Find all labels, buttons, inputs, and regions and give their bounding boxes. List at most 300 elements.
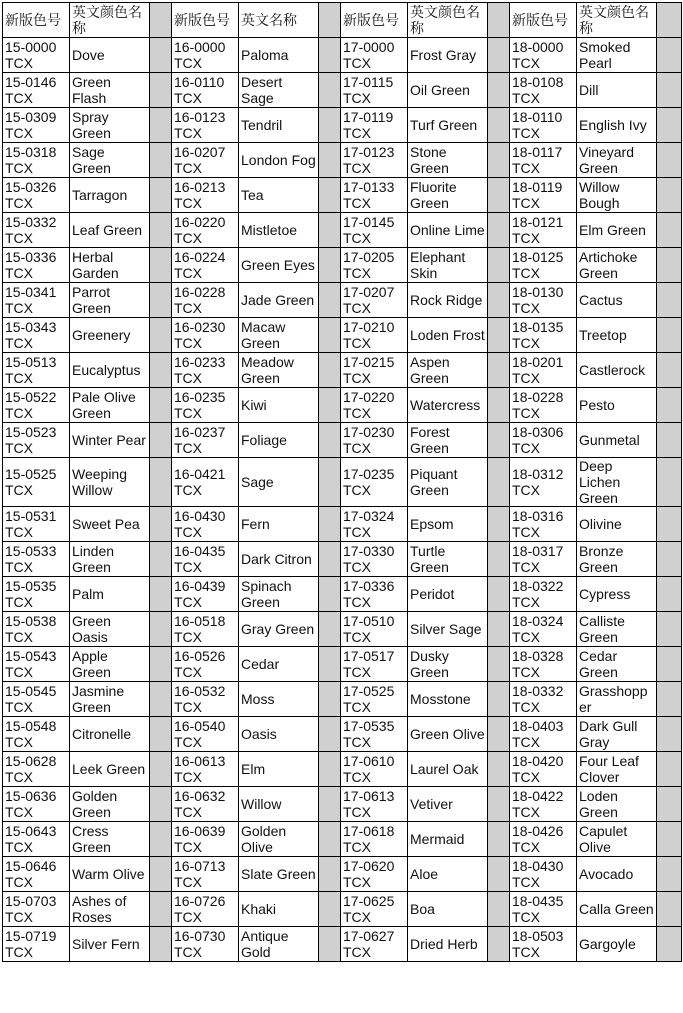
color-name-cell: Golden Olive [239, 822, 319, 857]
color-name-cell: Loden Green [577, 787, 657, 822]
color-code-cell: 17-0330 TCX [341, 542, 408, 577]
color-code-cell: 17-0627 TCX [341, 927, 408, 962]
color-code-cell: 18-0426 TCX [510, 822, 577, 857]
color-code-cell: 17-0123 TCX [341, 143, 408, 178]
color-name-cell: Green Eyes [239, 248, 319, 283]
color-name-cell: Leaf Green [70, 213, 150, 248]
color-code-cell: 16-0430 TCX [172, 507, 239, 542]
color-code-cell: 17-0620 TCX [341, 857, 408, 892]
table-row [3, 213, 682, 248]
column-gap [488, 213, 510, 248]
column-gap [150, 38, 172, 73]
column-gap [657, 752, 682, 787]
color-name-cell: Gunmetal [577, 423, 657, 458]
color-name-cell: Green Oasis [70, 612, 150, 647]
color-name-cell: Foliage [239, 423, 319, 458]
color-name-cell: Gargoyle [577, 927, 657, 962]
color-name-cell: Oil Green [408, 73, 488, 108]
color-name-cell: Pale Olive Green [70, 388, 150, 423]
color-name-cell: Calliste Green [577, 612, 657, 647]
color-name-cell: Fern [239, 507, 319, 542]
column-gap [150, 822, 172, 857]
column-gap [488, 892, 510, 927]
color-name-cell: Cress Green [70, 822, 150, 857]
color-name-cell: Willow [239, 787, 319, 822]
color-code-cell: 15-0545 TCX [3, 682, 70, 717]
column-gap [150, 717, 172, 752]
column-gap [657, 682, 682, 717]
table-row [3, 318, 682, 353]
color-code-cell: 17-0000 TCX [341, 38, 408, 73]
color-code-cell: 15-0318 TCX [3, 143, 70, 178]
column-gap [319, 143, 341, 178]
column-gap [319, 248, 341, 283]
color-code-cell: 18-0322 TCX [510, 577, 577, 612]
color-name-cell: Bronze Green [577, 542, 657, 577]
color-code-cell: 18-0316 TCX [510, 507, 577, 542]
color-code-cell: 15-0643 TCX [3, 822, 70, 857]
column-gap [150, 682, 172, 717]
column-gap [488, 458, 510, 507]
color-code-cell: 16-0435 TCX [172, 542, 239, 577]
column-gap [319, 787, 341, 822]
color-code-cell: 18-0422 TCX [510, 787, 577, 822]
color-name-cell: Silver Fern [70, 927, 150, 962]
color-name-cell: Grasshopper [577, 682, 657, 717]
table-row [3, 752, 682, 787]
color-code-cell: 17-0324 TCX [341, 507, 408, 542]
color-name-cell: Castlerock [577, 353, 657, 388]
column-gap [657, 353, 682, 388]
column-gap [657, 73, 682, 108]
column-gap [150, 752, 172, 787]
pantone-color-table [2, 2, 682, 962]
column-gap [319, 423, 341, 458]
table-row [3, 892, 682, 927]
color-name-cell: Artichoke Green [577, 248, 657, 283]
table-row [3, 143, 682, 178]
color-name-cell: Winter Pear [70, 423, 150, 458]
table-row [3, 577, 682, 612]
color-code-cell: 17-0235 TCX [341, 458, 408, 507]
color-code-cell: 15-0523 TCX [3, 423, 70, 458]
color-code-cell: 18-0000 TCX [510, 38, 577, 73]
color-code-cell: 18-0201 TCX [510, 353, 577, 388]
color-code-cell: 15-0343 TCX [3, 318, 70, 353]
header-code-3: 新版色号 [341, 3, 408, 38]
table-row [3, 38, 682, 73]
column-gap [488, 423, 510, 458]
color-name-cell: Jasmine Green [70, 682, 150, 717]
column-gap [657, 717, 682, 752]
color-code-cell: 17-0145 TCX [341, 213, 408, 248]
color-code-cell: 17-0230 TCX [341, 423, 408, 458]
color-code-cell: 18-0117 TCX [510, 143, 577, 178]
color-code-cell: 17-0618 TCX [341, 822, 408, 857]
color-name-cell: Tendril [239, 108, 319, 143]
color-name-cell: Warm Olive [70, 857, 150, 892]
color-name-cell: English Ivy [577, 108, 657, 143]
color-name-cell: Olivine [577, 507, 657, 542]
column-gap [150, 647, 172, 682]
column-gap [150, 3, 172, 38]
color-name-cell: Moss [239, 682, 319, 717]
color-code-cell: 16-0439 TCX [172, 577, 239, 612]
column-gap [657, 822, 682, 857]
color-name-cell: Elm [239, 752, 319, 787]
table-header-row [3, 3, 682, 38]
color-code-cell: 18-0312 TCX [510, 458, 577, 507]
column-gap [657, 892, 682, 927]
column-gap [657, 927, 682, 962]
column-gap [657, 283, 682, 318]
column-gap [657, 787, 682, 822]
header-code-1: 新版色号 [3, 3, 70, 38]
color-code-cell: 18-0135 TCX [510, 318, 577, 353]
color-code-cell: 15-0146 TCX [3, 73, 70, 108]
color-name-cell: Cypress [577, 577, 657, 612]
color-code-cell: 16-0213 TCX [172, 178, 239, 213]
color-name-cell: Dusky Green [408, 647, 488, 682]
color-name-cell: Elm Green [577, 213, 657, 248]
color-name-cell: Cedar Green [577, 647, 657, 682]
color-code-cell: 18-0317 TCX [510, 542, 577, 577]
column-gap [657, 388, 682, 423]
table-row [3, 283, 682, 318]
color-name-cell: Herbal Garden [70, 248, 150, 283]
color-code-cell: 16-0233 TCX [172, 353, 239, 388]
color-code-cell: 18-0110 TCX [510, 108, 577, 143]
color-name-cell: Vetiver [408, 787, 488, 822]
color-code-cell: 15-0538 TCX [3, 612, 70, 647]
color-code-cell: 15-0548 TCX [3, 717, 70, 752]
column-gap [319, 178, 341, 213]
color-name-cell: Boa [408, 892, 488, 927]
column-gap [150, 787, 172, 822]
column-gap [319, 682, 341, 717]
column-gap [150, 927, 172, 962]
color-name-cell: Antique Gold [239, 927, 319, 962]
header-name-3: 英文颜色名称 [408, 3, 488, 38]
column-gap [150, 892, 172, 927]
color-code-cell: 15-0525 TCX [3, 458, 70, 507]
color-code-cell: 17-0207 TCX [341, 283, 408, 318]
color-name-cell: Dove [70, 38, 150, 73]
color-name-cell: Fluorite Green [408, 178, 488, 213]
table-row [3, 458, 682, 507]
color-code-cell: 17-0336 TCX [341, 577, 408, 612]
table-row [3, 927, 682, 962]
color-name-cell: Capulet Olive [577, 822, 657, 857]
column-gap [319, 507, 341, 542]
color-code-cell: 16-0726 TCX [172, 892, 239, 927]
color-code-cell: 15-0309 TCX [3, 108, 70, 143]
color-name-cell: Green Flash [70, 73, 150, 108]
column-gap [488, 717, 510, 752]
column-gap [150, 507, 172, 542]
color-name-cell: Apple Green [70, 647, 150, 682]
color-name-cell: Loden Frost [408, 318, 488, 353]
column-gap [150, 542, 172, 577]
column-gap [319, 577, 341, 612]
column-gap [150, 612, 172, 647]
color-name-cell: Dark Citron [239, 542, 319, 577]
color-code-cell: 17-0119 TCX [341, 108, 408, 143]
color-code-cell: 18-0119 TCX [510, 178, 577, 213]
column-gap [488, 178, 510, 213]
table-row [3, 423, 682, 458]
color-name-cell: Online Lime [408, 213, 488, 248]
color-code-cell: 15-0533 TCX [3, 542, 70, 577]
column-gap [150, 108, 172, 143]
column-gap [657, 647, 682, 682]
column-gap [150, 178, 172, 213]
color-code-cell: 17-0610 TCX [341, 752, 408, 787]
color-name-cell: Epsom [408, 507, 488, 542]
color-code-cell: 15-0628 TCX [3, 752, 70, 787]
column-gap [150, 857, 172, 892]
color-code-cell: 15-0522 TCX [3, 388, 70, 423]
color-name-cell: Linden Green [70, 542, 150, 577]
color-code-cell: 16-0230 TCX [172, 318, 239, 353]
column-gap [657, 108, 682, 143]
column-gap [488, 388, 510, 423]
column-gap [488, 682, 510, 717]
color-name-cell: Pesto [577, 388, 657, 423]
color-name-cell: Willow Bough [577, 178, 657, 213]
color-code-cell: 18-0403 TCX [510, 717, 577, 752]
column-gap [319, 73, 341, 108]
column-gap [488, 822, 510, 857]
color-code-cell: 15-0535 TCX [3, 577, 70, 612]
color-code-cell: 17-0510 TCX [341, 612, 408, 647]
color-code-cell: 18-0328 TCX [510, 647, 577, 682]
color-code-cell: 15-0646 TCX [3, 857, 70, 892]
color-code-cell: 15-0341 TCX [3, 283, 70, 318]
header-name-4: 英文颜色名称 [577, 3, 657, 38]
table-row [3, 388, 682, 423]
color-name-cell: Stone Green [408, 143, 488, 178]
column-gap [657, 178, 682, 213]
color-name-cell: Calla Green [577, 892, 657, 927]
color-name-cell: Aspen Green [408, 353, 488, 388]
color-code-cell: 18-0125 TCX [510, 248, 577, 283]
header-code-4: 新版色号 [510, 3, 577, 38]
column-gap [657, 213, 682, 248]
color-name-cell: Elephant Skin [408, 248, 488, 283]
table-row [3, 717, 682, 752]
color-code-cell: 17-0215 TCX [341, 353, 408, 388]
color-name-cell: Smoked Pearl [577, 38, 657, 73]
column-gap [657, 143, 682, 178]
color-name-cell: Palm [70, 577, 150, 612]
column-gap [657, 3, 682, 38]
column-gap [319, 542, 341, 577]
column-gap [150, 577, 172, 612]
color-code-cell: 16-0207 TCX [172, 143, 239, 178]
column-gap [488, 318, 510, 353]
column-gap [657, 612, 682, 647]
color-name-cell: Ashes of Roses [70, 892, 150, 927]
color-name-cell: Parrot Green [70, 283, 150, 318]
color-name-cell: Dark Gull Gray [577, 717, 657, 752]
color-code-cell: 18-0228 TCX [510, 388, 577, 423]
color-code-cell: 16-0110 TCX [172, 73, 239, 108]
color-code-cell: 16-0123 TCX [172, 108, 239, 143]
color-code-cell: 16-0730 TCX [172, 927, 239, 962]
color-code-cell: 18-0324 TCX [510, 612, 577, 647]
color-code-cell: 16-0000 TCX [172, 38, 239, 73]
color-name-cell: Watercress [408, 388, 488, 423]
color-code-cell: 16-0235 TCX [172, 388, 239, 423]
color-code-cell: 18-0121 TCX [510, 213, 577, 248]
table-row [3, 542, 682, 577]
color-name-cell: Silver Sage [408, 612, 488, 647]
column-gap [319, 927, 341, 962]
color-code-cell: 17-0133 TCX [341, 178, 408, 213]
column-gap [657, 542, 682, 577]
column-gap [319, 38, 341, 73]
color-name-cell: Cedar [239, 647, 319, 682]
column-gap [319, 283, 341, 318]
column-gap [488, 73, 510, 108]
header-name-2: 英文名称 [239, 3, 319, 38]
column-gap [657, 857, 682, 892]
color-code-cell: 18-0435 TCX [510, 892, 577, 927]
color-code-cell: 16-0526 TCX [172, 647, 239, 682]
table-row [3, 682, 682, 717]
color-name-cell: Dill [577, 73, 657, 108]
column-gap [150, 423, 172, 458]
column-gap [488, 647, 510, 682]
column-gap [657, 423, 682, 458]
color-code-cell: 16-0518 TCX [172, 612, 239, 647]
column-gap [150, 458, 172, 507]
color-name-cell: Deep Lichen Green [577, 458, 657, 507]
column-gap [319, 647, 341, 682]
table-row [3, 647, 682, 682]
color-code-cell: 18-0503 TCX [510, 927, 577, 962]
table-row [3, 857, 682, 892]
table-row [3, 822, 682, 857]
column-gap [488, 857, 510, 892]
color-name-cell: Tea [239, 178, 319, 213]
color-name-cell: Weeping Willow [70, 458, 150, 507]
column-gap [488, 927, 510, 962]
color-code-cell: 16-0220 TCX [172, 213, 239, 248]
column-gap [488, 787, 510, 822]
color-name-cell: Mosstone [408, 682, 488, 717]
table-row [3, 787, 682, 822]
table-row [3, 178, 682, 213]
column-gap [150, 283, 172, 318]
column-gap [488, 38, 510, 73]
column-gap [319, 612, 341, 647]
color-name-cell: Green Olive [408, 717, 488, 752]
color-code-cell: 15-0000 TCX [3, 38, 70, 73]
color-code-cell: 16-0224 TCX [172, 248, 239, 283]
color-code-cell: 15-0636 TCX [3, 787, 70, 822]
table-row [3, 507, 682, 542]
header-name-1: 英文颜色名称 [70, 3, 150, 38]
column-gap [488, 353, 510, 388]
column-gap [150, 213, 172, 248]
column-gap [150, 318, 172, 353]
column-gap [657, 507, 682, 542]
column-gap [488, 143, 510, 178]
column-gap [319, 213, 341, 248]
column-gap [488, 752, 510, 787]
color-name-cell: Treetop [577, 318, 657, 353]
table-row [3, 612, 682, 647]
color-name-cell: Dried Herb [408, 927, 488, 962]
color-name-cell: Oasis [239, 717, 319, 752]
color-name-cell: Spray Green [70, 108, 150, 143]
color-name-cell: Meadow Green [239, 353, 319, 388]
column-gap [488, 3, 510, 38]
column-gap [150, 73, 172, 108]
color-code-cell: 18-0306 TCX [510, 423, 577, 458]
color-code-cell: 16-0532 TCX [172, 682, 239, 717]
column-gap [657, 248, 682, 283]
color-code-cell: 16-0421 TCX [172, 458, 239, 507]
column-gap [319, 752, 341, 787]
color-name-cell: Peridot [408, 577, 488, 612]
column-gap [150, 353, 172, 388]
color-name-cell: Spinach Green [239, 577, 319, 612]
column-gap [657, 318, 682, 353]
color-code-cell: 18-0420 TCX [510, 752, 577, 787]
column-gap [319, 353, 341, 388]
header-code-2: 新版色号 [172, 3, 239, 38]
color-code-cell: 16-0639 TCX [172, 822, 239, 857]
color-name-cell: Tarragon [70, 178, 150, 213]
color-name-cell: Citronelle [70, 717, 150, 752]
color-name-cell: Leek Green [70, 752, 150, 787]
color-name-cell: Mermaid [408, 822, 488, 857]
color-code-cell: 15-0513 TCX [3, 353, 70, 388]
color-name-cell: Paloma [239, 38, 319, 73]
column-gap [488, 108, 510, 143]
color-name-cell: Sweet Pea [70, 507, 150, 542]
column-gap [150, 143, 172, 178]
column-gap [150, 248, 172, 283]
color-name-cell: Avocado [577, 857, 657, 892]
column-gap [488, 612, 510, 647]
color-name-cell: London Fog [239, 143, 319, 178]
color-code-cell: 17-0535 TCX [341, 717, 408, 752]
color-name-cell: Turf Green [408, 108, 488, 143]
color-name-cell: Turtle Green [408, 542, 488, 577]
color-code-cell: 16-0632 TCX [172, 787, 239, 822]
color-code-cell: 15-0719 TCX [3, 927, 70, 962]
column-gap [657, 38, 682, 73]
color-name-cell: Khaki [239, 892, 319, 927]
color-code-cell: 17-0205 TCX [341, 248, 408, 283]
color-name-cell: Desert Sage [239, 73, 319, 108]
color-code-cell: 15-0543 TCX [3, 647, 70, 682]
color-code-cell: 15-0531 TCX [3, 507, 70, 542]
color-name-cell: Mistletoe [239, 213, 319, 248]
color-name-cell: Forest Green [408, 423, 488, 458]
color-code-cell: 16-0713 TCX [172, 857, 239, 892]
column-gap [150, 388, 172, 423]
color-name-cell: Sage [239, 458, 319, 507]
color-name-cell: Macaw Green [239, 318, 319, 353]
color-code-cell: 17-0220 TCX [341, 388, 408, 423]
column-gap [319, 857, 341, 892]
color-code-cell: 17-0625 TCX [341, 892, 408, 927]
